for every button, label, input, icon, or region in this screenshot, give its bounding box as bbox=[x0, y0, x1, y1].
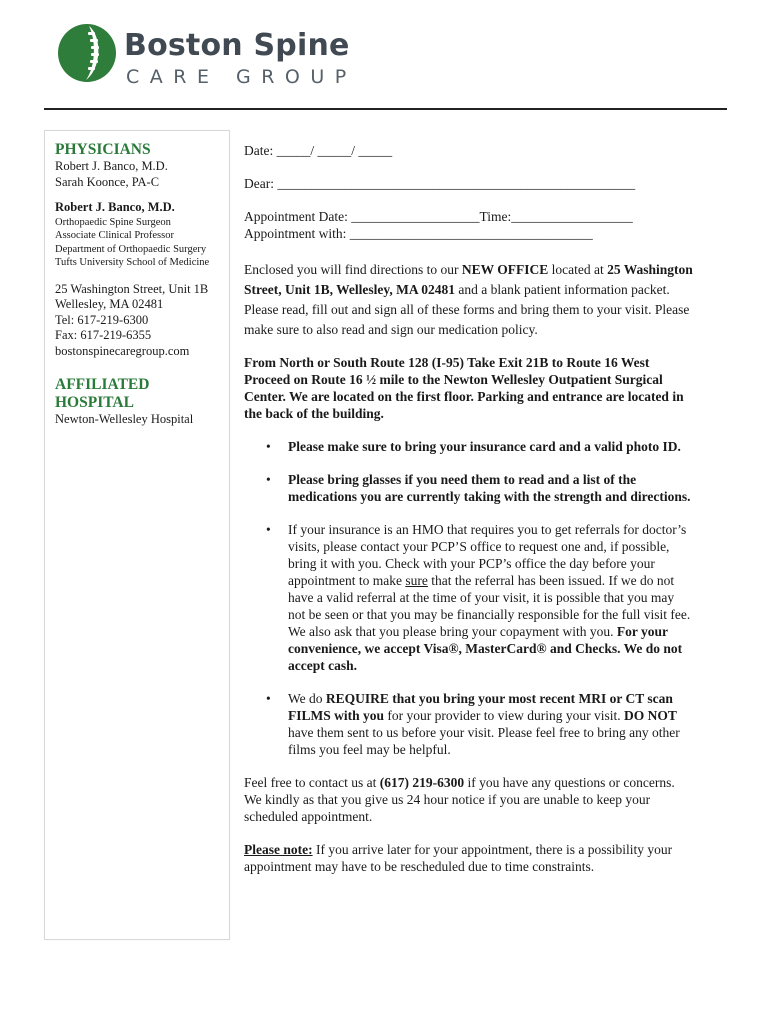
logo-subtitle: CARE GROUP bbox=[126, 66, 357, 88]
bullet-icon: • bbox=[266, 691, 271, 706]
logo bbox=[58, 22, 378, 92]
intro-paragraph: Enclosed you will find directions to our NEW OFFICE located at 25 Washington Street, Unit 1B, Wellesley, MA 02481 and a blank patient information packet. Please read, fill out and sign all of these forms and bring them to your visit. Please make sure to also read and sign our medication policy. bbox=[244, 262, 693, 337]
list-item: • If your insurance is an HMO that requires you to get referrals for doctor’s visits, please contact your PCP’S office to request one and, if possible, bring it with you. Check with your PCP’s office the day before your appointment to make sure that the referral has been issued. If we do not have a valid referral at the time of your visit, it is possible that you may not be seen or that you may be financially responsible for the full visit fee. We also ask that you please bring your copayment with you. For your convenience, we accept Visa®, MasterCard® and Checks. We do not accept cash. bbox=[266, 522, 691, 673]
doctor-title: Department of Orthopaedic Surgery bbox=[55, 243, 207, 255]
doctor-title: Associate Clinical Professor bbox=[55, 230, 174, 241]
date-line: Date: _____/ _____/ _____ bbox=[244, 143, 393, 158]
address-line: 25 Washington Street, Unit 1B bbox=[55, 281, 209, 296]
bullet-icon: • bbox=[266, 472, 271, 487]
physicians-heading: PHYSICIANS bbox=[55, 141, 151, 158]
doctor-title: Tufts University School of Medicine bbox=[55, 257, 210, 268]
letter-body bbox=[244, 142, 694, 875]
address-line: Wellesley, MA 02481 bbox=[55, 297, 164, 311]
doctor-name: Robert J. Banco, M.D. bbox=[55, 200, 175, 214]
list-item: • Please make sure to bring your insurance card and a valid photo ID. bbox=[266, 439, 681, 454]
appointment-with-line: Appointment with: ____________________________________ bbox=[244, 226, 593, 241]
dear-line: Dear: _____________________________________________________ bbox=[244, 176, 636, 191]
hospital-heading: HOSPITAL bbox=[55, 394, 134, 411]
sidebar bbox=[44, 130, 230, 940]
physician-name: Robert J. Banco, M.D. bbox=[55, 159, 168, 173]
contact-paragraph: Feel free to contact us at (617) 219-6300 if you have any questions or concerns. We kindly as that you give us 24 hour notice if you are unable to keep your scheduled appointment. bbox=[244, 775, 675, 824]
phone-line: Tel: 617-219-6300 bbox=[55, 312, 149, 327]
list-item: • Please bring glasses if you need them to read and a list of the medications you are currently taking with the strength and directions. bbox=[266, 472, 691, 504]
bullet-icon: • bbox=[266, 439, 271, 454]
header-divider bbox=[44, 108, 727, 110]
website-line: bostonspinecaregroup.com bbox=[55, 343, 190, 358]
physician-name: Sarah Koonce, PA-C bbox=[55, 174, 160, 189]
directions-paragraph: From North or South Route 128 (I-95) Take Exit 21B to Route 16 West Proceed on Route 16 ½ mile to the Newton Wellesley Outpatient Surgical Center. We are located on the first floor. Parking and entrance are located in the back of the building. bbox=[244, 355, 684, 421]
logo-title: Boston Spine bbox=[124, 28, 350, 63]
fax-line: Fax: 617-219-6355 bbox=[55, 328, 152, 342]
hospital-heading: AFFILIATED bbox=[55, 376, 150, 393]
appointment-date-line: Appointment Date: ___________________Time:__________________ bbox=[244, 209, 633, 224]
hospital-name: Newton-Wellesley Hospital bbox=[55, 412, 194, 426]
instruction-list bbox=[244, 438, 694, 758]
note-paragraph: Please note: If you arrive later for your appointment, there is a possibility your appointment may have to be rescheduled due to time constraints. bbox=[244, 842, 673, 874]
list-item: • We do REQUIRE that you bring your most recent MRI or CT scan FILMS with you for your provider to view during your visit. DO NOT have them sent to us before your visit. Please feel free to bring any other films you feel may be helpful. bbox=[266, 691, 680, 757]
doctor-title: Orthopaedic Spine Surgeon bbox=[55, 216, 171, 228]
bullet-icon: • bbox=[266, 522, 271, 537]
spine-logo-icon bbox=[58, 22, 116, 84]
